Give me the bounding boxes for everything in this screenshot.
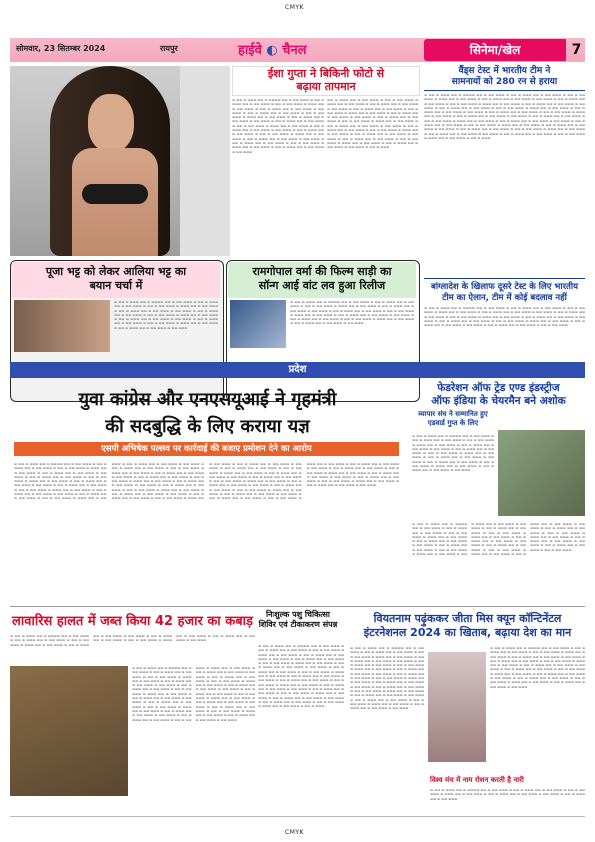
esha-headline-line2: बढ़ाया तापमान xyxy=(296,80,356,93)
kabaad-body: ▬ ▬▬ ▬ ▬▬▬ ▬▬ ▬ ▬▬▬▬ ▬▬ ▬ ▬▬ ▬▬▬ ▬ ▬▬ ▬ ▬▬▬ ▬▬ ▬ ▬▬ ▬▬▬ ▬ ▬▬ ▬ ▬▬ ▬▬▬ ▬ ▬▬▬ ▬▬ ▬ ▬▬ ▬▬▬ ▬ ▬▬ ▬ ▬▬▬ ▬▬ ▬ ▬▬ ▬▬▬ ▬ ▬▬ ▬▬▬ ▬ ▬▬ ▬ ▬▬▬ ▬▬ ▬ ▬▬ ▬▬▬ ▬ ▬▬ ▬ ▬▬ ▬▬▬ ▬ ▬▬▬ ▬▬ ▬ ▬▬ ▬▬▬ ▬ ▬▬ ▬ ▬▬▬ ▬▬ ▬ ▬▬ ▬▬▬ ▬ ▬▬ ▬▬▬ ▬ ▬▬ ▬ ▬▬▬ ▬▬ ▬ ▬▬ ▬▬▬ ▬ ▬▬ ▬ ▬▬ ▬▬▬ ▬ ▬▬▬ ▬▬ ▬ ▬▬ ▬▬▬ ▬ ▬▬ ▬ ▬▬▬ ▬▬ ▬ ▬▬ ▬▬▬ ▬ ▬▬ ▬▬▬ ▬ ▬▬ ▬ ▬▬▬ ▬▬ ▬ ▬▬ ▬▬▬ ▬ ▬▬ ▬ ▬▬ ▬▬▬ ▬ ▬▬▬ ▬▬ ▬ ▬▬ ▬▬▬ ▬ ▬▬ ▬ ▬▬▬ ▬▬ ▬ ▬▬ ▬▬▬ ▬ ▬▬ ▬▬▬ ▬ ▬▬ ▬ ▬▬▬ ▬▬ ▬ ▬▬ ▬▬▬ ▬ ▬▬ ▬ ▬▬ ▬▬▬ ▬ ▬▬▬ ▬▬ ▬ ▬▬ ▬▬▬ ▬ ▬▬ ▬ ▬▬▬ ▬▬ ▬ ▬▬ ▬▬▬ ▬ ▬▬ ▬▬▬ ▬ ▬▬ ▬ ▬▬▬ ▬▬ ▬ ▬▬ ▬▬▬ ▬ ▬▬ ▬ ▬▬ ▬▬▬ ▬ ▬▬▬ ▬▬ ▬ ▬▬ ▬▬▬ ▬ ▬▬ ▬ ▬▬▬ ▬▬ ▬ ▬▬ ▬▬▬ ▬ ▬▬ ▬▬▬ ▬ ▬▬ ▬ ▬▬▬ ▬▬ ▬ ▬▬ ▬▬▬ ▬ ▬▬ ▬ ▬▬ ▬▬▬ ▬ ▬▬▬ ▬▬ ▬ ▬▬ ▬▬▬ ▬ ▬▬ ▬ ▬▬▬ ▬▬ ▬ ▬▬ ▬▬▬ ▬ ▬▬ ▬▬▬ xyxy=(132,666,255,722)
logo-part-a: हाईवे xyxy=(238,43,262,58)
pageant-winner-photo xyxy=(428,652,486,762)
rgv-title-band xyxy=(228,262,416,298)
footer-rule xyxy=(10,816,585,817)
rgv-headline-line2: सॉन्ग आई वांट लव हुआ रिलीज xyxy=(258,279,386,292)
federation-body-1: ▬ ▬▬ ▬ ▬▬▬ ▬▬ ▬ ▬▬▬▬ ▬▬ ▬ ▬▬ ▬▬▬ ▬ ▬▬ ▬ ▬▬▬ ▬▬ ▬ ▬▬ ▬▬▬ ▬ ▬▬ ▬ ▬▬ ▬▬▬ ▬ ▬▬▬ ▬▬ ▬ ▬▬ ▬▬▬ ▬ ▬▬ ▬ ▬▬▬ ▬▬ ▬ ▬▬ ▬▬▬ ▬ ▬▬ ▬▬▬ ▬ ▬▬ ▬ ▬▬▬ ▬▬ ▬ ▬▬ ▬▬▬ ▬ ▬▬ ▬ ▬▬ ▬▬▬ ▬ ▬▬▬ ▬▬ ▬ ▬▬ ▬▬▬ ▬ ▬▬ ▬ ▬▬▬ ▬▬ ▬ ▬▬ ▬▬▬ ▬ ▬▬ ▬▬▬ ▬ ▬▬ ▬ ▬▬▬ ▬▬ ▬ ▬▬ ▬▬▬ ▬ ▬▬ ▬ ▬▬ ▬▬▬ ▬ ▬▬▬ ▬▬ ▬ ▬▬ ▬▬▬ ▬ ▬▬ ▬ ▬▬▬ ▬▬ ▬ ▬▬ ▬▬▬ ▬ ▬▬ ▬▬▬ xyxy=(412,434,494,473)
pageant-body-2: ▬ ▬▬ ▬ ▬▬▬ ▬▬ ▬ ▬▬▬▬ ▬▬ ▬ ▬▬ ▬▬▬ ▬ ▬▬ ▬ ▬▬▬ ▬▬ ▬ ▬▬ ▬▬▬ ▬ ▬▬ ▬ ▬▬ ▬▬▬ ▬ ▬▬▬ ▬▬ ▬ ▬▬ ▬▬▬ ▬ ▬▬ ▬ ▬▬▬ ▬▬ ▬ ▬▬ ▬▬▬ ▬ ▬▬ ▬▬▬ ▬ ▬▬ ▬ ▬▬▬ ▬▬ ▬ ▬▬ ▬▬▬ ▬ ▬▬ ▬ ▬▬ ▬▬▬ ▬ ▬▬▬ ▬▬ ▬ ▬▬ ▬▬▬ ▬ ▬▬ ▬ ▬▬▬ ▬▬ ▬ ▬▬ ▬▬▬ ▬ ▬▬ ▬▬▬ ▬ ▬▬ ▬ ▬▬▬ ▬▬ ▬ ▬▬ ▬▬▬ ▬ ▬▬ ▬ ▬▬ ▬▬▬ ▬ ▬▬▬ ▬▬ ▬ ▬▬ ▬▬▬ ▬ ▬▬ ▬ ▬▬▬ ▬▬ ▬ ▬▬ ▬▬▬ ▬ ▬▬ ▬▬▬ ▬ ▬▬ ▬ ▬▬▬ ▬▬ ▬ ▬▬ ▬▬▬ ▬ ▬▬ ▬ ▬▬ ▬▬▬ ▬ ▬▬▬ ▬▬ ▬ ▬▬ ▬▬▬ ▬ ▬▬ ▬ ▬▬▬ ▬▬ ▬ ▬▬ ▬▬▬ ▬ ▬▬ ▬▬▬ xyxy=(490,646,585,689)
page-number: 7 xyxy=(571,42,582,58)
yagya-headline xyxy=(10,386,405,440)
federation-headline-line2: ऑफ इंडिया के चेयरमैन बने अशोक xyxy=(431,395,566,407)
pooja-alia-photo xyxy=(14,300,110,352)
pageant-headline-line2: इंटरनेशनल 2024 का खिताब, बढ़ाया देश का मान xyxy=(363,626,572,639)
pageant-headline xyxy=(350,612,585,640)
esha-article-col1: ▬ ▬▬ ▬ ▬▬▬ ▬▬ ▬ ▬▬▬▬ ▬▬ ▬ ▬▬ ▬▬▬ ▬ ▬▬ ▬ ▬▬▬ ▬▬ ▬ ▬▬ ▬▬▬ ▬ ▬▬ ▬ ▬▬ ▬▬▬ ▬ ▬▬▬ ▬▬ ▬ ▬▬ ▬▬▬ ▬ ▬▬ ▬ ▬▬▬ ▬▬ ▬ ▬▬ ▬▬▬ ▬ ▬▬ ▬▬▬ ▬ ▬▬ ▬ ▬▬▬ ▬▬ ▬ ▬▬ ▬▬▬ ▬ ▬▬ ▬ ▬▬ ▬▬▬ ▬ ▬▬▬ ▬▬ ▬ ▬▬ ▬▬▬ ▬ ▬▬ ▬ ▬▬▬ ▬▬ ▬ ▬▬ ▬▬▬ ▬ ▬▬ ▬▬▬ ▬ ▬▬ ▬ ▬▬▬ ▬▬ ▬ ▬▬ ▬▬▬ ▬ ▬▬ ▬ ▬▬ ▬▬▬ ▬ ▬▬▬ ▬▬ ▬ ▬▬ ▬▬▬ ▬ ▬▬ ▬ ▬▬▬ ▬▬ ▬ ▬▬ ▬▬▬ ▬ ▬▬ ▬▬▬ ▬ ▬▬ ▬ ▬▬▬ ▬▬ ▬ ▬▬ ▬▬▬ ▬ ▬▬ ▬ ▬▬ ▬▬▬ ▬ ▬▬▬ ▬▬ ▬ ▬▬ ▬▬▬ ▬ ▬▬ ▬ ▬▬▬ ▬▬ ▬ ▬▬ ▬▬▬ ▬ ▬▬ ▬▬▬ ▬ ▬▬ ▬ ▬▬▬ ▬▬ ▬ ▬▬ ▬▬▬ ▬ ▬▬ ▬ ▬▬ ▬▬▬ ▬ ▬▬▬ ▬▬ ▬ ▬▬ ▬▬▬ ▬ ▬▬ ▬ ▬▬▬ ▬▬ ▬ ▬▬ ▬▬▬ ▬ ▬▬ ▬▬▬ xyxy=(232,98,324,154)
federation-photo xyxy=(498,430,585,516)
pageant-body-3: ▬ ▬▬ ▬ ▬▬▬ ▬▬ ▬ ▬▬▬▬ ▬▬ ▬ ▬▬ ▬▬▬ ▬ ▬▬ ▬ ▬▬▬ ▬▬ ▬ ▬▬ ▬▬▬ ▬ ▬▬ ▬ ▬▬ ▬▬▬ ▬ ▬▬▬ ▬▬ ▬ ▬▬ ▬▬▬ ▬ ▬▬ ▬ ▬▬▬ ▬▬ ▬ ▬▬ ▬▬▬ ▬ ▬▬ ▬▬▬ ▬ ▬▬ ▬ ▬▬▬ ▬▬ ▬ ▬▬ ▬▬▬ xyxy=(430,788,585,801)
pooja-article-body: ▬ ▬▬ ▬ ▬▬▬ ▬▬ ▬ ▬▬▬▬ ▬▬ ▬ ▬▬ ▬▬▬ ▬ ▬▬ ▬ ▬▬▬ ▬▬ ▬ ▬▬ ▬▬▬ ▬ ▬▬ ▬ ▬▬ ▬▬▬ ▬ ▬▬▬ ▬▬ ▬ ▬▬ ▬▬▬ ▬ ▬▬ ▬ ▬▬▬ ▬▬ ▬ ▬▬ ▬▬▬ ▬ ▬▬ ▬▬▬ ▬ ▬▬ ▬ ▬▬▬ ▬▬ ▬ ▬▬ ▬▬▬ ▬ ▬▬ ▬ ▬▬ ▬▬▬ ▬ ▬▬▬ ▬▬ ▬ ▬▬ ▬▬▬ ▬ ▬▬ ▬ ▬▬▬ ▬▬ ▬ ▬▬ ▬▬▬ ▬ ▬▬ ▬▬▬ ▬ ▬▬ ▬ ▬▬▬ ▬▬ ▬ ▬▬ ▬▬▬ ▬ ▬▬ ▬ ▬▬ ▬▬▬ ▬ ▬▬▬ ▬▬ ▬ ▬▬ ▬▬▬ ▬ ▬▬ ▬ ▬▬▬ ▬▬ ▬ ▬▬ ▬▬▬ ▬ ▬▬ ▬▬▬ xyxy=(114,300,218,330)
cmyk-mark-top: CMYK xyxy=(285,4,304,11)
cricket-body: ▬ ▬▬ ▬ ▬▬▬ ▬▬ ▬ ▬▬▬▬ ▬▬ ▬ ▬▬ ▬▬▬ ▬ ▬▬ ▬ ▬▬▬ ▬▬ ▬ ▬▬ ▬▬▬ ▬ ▬▬ ▬ ▬▬ ▬▬▬ ▬ ▬▬▬ ▬▬ ▬ ▬▬ ▬▬▬ ▬ ▬▬ ▬ ▬▬▬ ▬▬ ▬ ▬▬ ▬▬▬ ▬ ▬▬ ▬▬▬ ▬ ▬▬ ▬ ▬▬▬ ▬▬ ▬ ▬▬ ▬▬▬ ▬ ▬▬ ▬ ▬▬ ▬▬▬ ▬ ▬▬▬ ▬▬ ▬ ▬▬ ▬▬▬ ▬ ▬▬ ▬ ▬▬▬ ▬▬ ▬ ▬▬ ▬▬▬ ▬ ▬▬ ▬▬▬ ▬ ▬▬ ▬ ▬▬▬ ▬▬ ▬ ▬▬ ▬▬▬ ▬ ▬▬ ▬ ▬▬ ▬▬▬ ▬ ▬▬▬ ▬▬ ▬ ▬▬ ▬▬▬ ▬ ▬▬ ▬ ▬▬▬ ▬▬ ▬ ▬▬ ▬▬▬ ▬ ▬▬ ▬▬▬ ▬ ▬▬ ▬ ▬▬▬ ▬▬ ▬ ▬▬ ▬▬▬ ▬ ▬▬ ▬ ▬▬ ▬▬▬ ▬ ▬▬▬ ▬▬ ▬ ▬▬ ▬▬▬ ▬ ▬▬ ▬ ▬▬▬ ▬▬ ▬ ▬▬ ▬▬▬ ▬ ▬▬ ▬▬▬ ▬ ▬▬ ▬ ▬▬▬ ▬▬ ▬ ▬▬ ▬▬▬ ▬ ▬▬ ▬ ▬▬ ▬▬▬ ▬ ▬▬▬ ▬▬ ▬ ▬▬ ▬▬▬ ▬ ▬▬ ▬ ▬▬▬ ▬▬ ▬ ▬▬ ▬▬▬ ▬ ▬▬ ▬▬▬ ▬ ▬▬ ▬ ▬▬▬ ▬▬ ▬ ▬▬ ▬▬▬ ▬ ▬▬ ▬ ▬▬ ▬▬▬ ▬ ▬▬▬ ▬▬ ▬ ▬▬ ▬▬▬ ▬ ▬▬ ▬ ▬▬▬ ▬▬ ▬ ▬▬ ▬▬▬ ▬ ▬▬ ▬▬▬ ▬ ▬▬ ▬ ▬▬▬ ▬▬ ▬ ▬▬ ▬▬▬ ▬ ▬▬ ▬ ▬▬ ▬▬▬ ▬ ▬▬▬ ▬▬ ▬ ▬▬ ▬▬▬ ▬ ▬▬ ▬ ▬▬▬ ▬▬ ▬ ▬▬ ▬▬▬ ▬ ▬▬ ▬▬▬ ▬ ▬▬ ▬ ▬▬▬ ▬▬ ▬ ▬▬ ▬▬▬ ▬ ▬▬ ▬ ▬▬ ▬▬▬ ▬ ▬▬▬ ▬▬ ▬ ▬▬ ▬▬▬ ▬ ▬▬ ▬ ▬▬▬ xyxy=(424,93,585,140)
issue-date: सोमवार, 23 सितम्बर 2024 xyxy=(16,44,106,53)
rgv-headline-line1: रामगोपाल वर्मा की फिल्म साड़ी का xyxy=(252,265,392,278)
esha-headline-box xyxy=(232,66,420,96)
cricket-headline-line1: वैंड्स टेस्ट में भारतीय टीम ने xyxy=(458,66,551,76)
kabaad-body-top: ▬ ▬▬ ▬ ▬▬▬ ▬▬ ▬ ▬▬▬▬ ▬▬ ▬ ▬▬ ▬▬▬ ▬ ▬▬ ▬ ▬▬▬ ▬▬ ▬ ▬▬ ▬▬▬ ▬ ▬▬ ▬ ▬▬ ▬▬▬ ▬ ▬▬▬ ▬▬ ▬ ▬▬ ▬▬▬ ▬ ▬▬ ▬ ▬▬▬ ▬▬ ▬ ▬▬ ▬▬▬ ▬ ▬▬ ▬▬▬ ▬ ▬▬ ▬ ▬▬▬ ▬▬ ▬ ▬▬ ▬▬▬ ▬ ▬▬ ▬ ▬▬ ▬▬▬ ▬ ▬▬▬ ▬▬ ▬ ▬▬ ▬▬▬ ▬ ▬▬ ▬ ▬▬▬ ▬▬ ▬ ▬▬ ▬▬▬ ▬ ▬▬ ▬▬▬ xyxy=(10,634,255,647)
page-header xyxy=(10,38,585,62)
yagya-article-body: ▬ ▬▬ ▬ ▬▬▬ ▬▬ ▬ ▬▬▬▬ ▬▬ ▬ ▬▬ ▬▬▬ ▬ ▬▬ ▬ ▬▬▬ ▬▬ ▬ ▬▬ ▬▬▬ ▬ ▬▬ ▬ ▬▬ ▬▬▬ ▬ ▬▬▬ ▬▬ ▬ ▬▬ ▬▬▬ ▬ ▬▬ ▬ ▬▬▬ ▬▬ ▬ ▬▬ ▬▬▬ ▬ ▬▬ ▬▬▬ ▬ ▬▬ ▬ ▬▬▬ ▬▬ ▬ ▬▬ ▬▬▬ ▬ ▬▬ ▬ ▬▬ ▬▬▬ ▬ ▬▬▬ ▬▬ ▬ ▬▬ ▬▬▬ ▬ ▬▬ ▬ ▬▬▬ ▬▬ ▬ ▬▬ ▬▬▬ ▬ ▬▬ ▬▬▬ ▬ ▬▬ ▬ ▬▬▬ ▬▬ ▬ ▬▬ ▬▬▬ ▬ ▬▬ ▬ ▬▬ ▬▬▬ ▬ ▬▬▬ ▬▬ ▬ ▬▬ ▬▬▬ ▬ ▬▬ ▬ ▬▬▬ ▬▬ ▬ ▬▬ ▬▬▬ ▬ ▬▬ ▬▬▬ ▬ ▬▬ ▬ ▬▬▬ ▬▬ ▬ ▬▬ ▬▬▬ ▬ ▬▬ ▬ ▬▬ ▬▬▬ ▬ ▬▬▬ ▬▬ ▬ ▬▬ ▬▬▬ ▬ ▬▬ ▬ ▬▬▬ ▬▬ ▬ ▬▬ ▬▬▬ ▬ ▬▬ ▬▬▬ ▬ ▬▬ ▬ ▬▬▬ ▬▬ ▬ ▬▬ ▬▬▬ ▬ ▬▬ ▬ ▬▬ ▬▬▬ ▬ ▬▬▬ ▬▬ ▬ ▬▬ ▬▬▬ ▬ ▬▬ ▬ ▬▬▬ ▬▬ ▬ ▬▬ ▬▬▬ ▬ ▬▬ ▬▬▬ ▬ ▬▬ ▬ ▬▬▬ ▬▬ ▬ ▬▬ ▬▬▬ ▬ ▬▬ ▬ ▬▬ ▬▬▬ ▬ ▬▬▬ ▬▬ ▬ ▬▬ ▬▬▬ ▬ ▬▬ ▬ ▬▬▬ ▬▬ ▬ ▬▬ ▬▬▬ ▬ ▬▬ ▬▬▬ ▬ ▬▬ ▬ ▬▬▬ ▬▬ ▬ ▬▬ ▬▬▬ ▬ ▬▬ ▬ ▬▬ ▬▬▬ ▬ ▬▬▬ ▬▬ ▬ ▬▬ ▬▬▬ ▬ ▬▬ ▬ ▬▬▬ ▬▬ ▬ ▬▬ ▬▬▬ ▬ ▬▬ ▬▬▬ ▬ ▬▬ ▬ ▬▬▬ ▬▬ ▬ ▬▬ ▬▬▬ ▬ ▬▬ ▬ ▬▬ ▬▬▬ ▬ ▬▬▬ ▬▬ ▬ ▬▬ ▬▬▬ ▬ ▬▬ ▬ ▬▬▬ ▬▬ ▬ ▬▬ ▬▬▬ ▬ ▬▬ ▬▬▬ ▬ ▬▬ ▬ ▬▬▬ ▬▬ ▬ ▬▬ ▬▬▬ ▬ ▬▬ ▬ ▬▬ ▬▬▬ ▬ ▬▬▬ ▬▬ ▬ ▬▬ ▬▬▬ ▬ ▬▬ ▬ ▬▬▬ ▬▬ ▬ ▬▬ ▬▬▬ ▬ ▬▬ ▬▬▬ ▬ ▬▬ ▬ ▬▬▬ ▬▬ ▬ ▬▬ ▬▬▬ ▬ ▬▬ ▬ ▬▬ ▬▬▬ ▬ ▬▬▬ ▬▬ ▬ ▬▬ ▬▬▬ ▬ ▬▬ ▬ ▬▬▬ ▬▬ ▬ ▬▬ ▬▬▬ ▬ ▬▬ ▬▬▬ ▬ ▬▬ ▬ ▬▬▬ ▬▬ ▬ ▬▬ ▬▬▬ ▬ ▬▬ ▬ ▬▬ ▬▬▬ ▬ ▬▬▬ ▬▬ ▬ ▬▬ ▬▬▬ ▬ ▬▬ ▬ ▬▬▬ ▬▬ ▬ ▬▬ ▬▬▬ ▬ ▬▬ ▬▬▬ ▬ ▬▬ ▬ ▬▬▬ ▬▬ ▬ ▬▬ ▬▬▬ ▬ ▬▬ ▬ ▬▬ ▬▬▬ ▬ ▬▬▬ ▬▬ ▬ ▬▬ ▬▬▬ ▬ ▬▬ ▬ ▬▬▬ ▬▬ ▬ ▬▬ ▬▬▬ ▬ ▬▬ ▬▬▬ ▬ ▬▬ ▬ ▬▬▬ ▬▬ ▬ ▬▬ ▬▬▬ ▬ ▬▬ ▬ ▬▬ ▬▬▬ ▬ ▬▬▬ ▬▬ ▬ ▬▬ ▬▬▬ ▬ ▬▬ ▬ ▬▬▬ ▬▬ ▬ ▬▬ ▬▬▬ ▬ ▬▬ ▬▬▬ ▬ ▬▬ ▬ ▬▬▬ ▬▬ ▬ ▬▬ ▬▬▬ ▬ ▬▬ ▬ ▬▬ ▬▬▬ ▬ ▬▬▬ ▬▬ ▬ ▬▬ ▬▬▬ ▬ ▬▬ ▬ ▬▬▬ ▬▬ ▬ ▬▬ ▬▬▬ ▬ ▬▬ ▬▬▬ xyxy=(14,462,399,501)
kabaad-headline: लावारिस हालत में जब्त किया 42 हजार का कबाड़ xyxy=(12,614,253,629)
yagya-headline-line1: युवा कांग्रेस और एनएसयूआई ने गृहमंत्री xyxy=(78,389,337,410)
yagya-subhead-bar: एसपी अभिषेक पल्लव पर कार्रवाई की बजाए प्रमोशन देने का आरोप xyxy=(14,442,399,456)
cricket-headline-line2: सामनायों को 280 रन से हराया xyxy=(451,77,558,87)
vet-camp-headline: निःशुल्क पशु चिकित्सा शिविर एवं टीकाकरण संपन्न xyxy=(258,610,338,629)
section-label: सिनेमा/खेल xyxy=(424,39,566,61)
pooja-headline-line1: पूजा भट्ट को लेकर आलिया भट्ट का xyxy=(45,265,187,278)
pooja-headline-line2: बयान चर्चा में xyxy=(89,279,143,292)
logo-part-b: चैनल xyxy=(282,43,307,58)
section-band-pradesh: प्रदेश xyxy=(10,362,585,378)
saree-film-poster xyxy=(230,300,286,348)
actress-photo xyxy=(10,66,230,256)
pageant-subhead: विश्व मंच में नाम रोशन करती है नारी xyxy=(430,776,524,784)
pageant-body-1: ▬ ▬▬ ▬ ▬▬▬ ▬▬ ▬ ▬▬▬▬ ▬▬ ▬ ▬▬ ▬▬▬ ▬ ▬▬ ▬ ▬▬▬ ▬▬ ▬ ▬▬ ▬▬▬ ▬ ▬▬ ▬ ▬▬ ▬▬▬ ▬ ▬▬▬ ▬▬ ▬ ▬▬ ▬▬▬ ▬ ▬▬ ▬ ▬▬▬ ▬▬ ▬ ▬▬ ▬▬▬ ▬ ▬▬ ▬▬▬ ▬ ▬▬ ▬ ▬▬▬ ▬▬ ▬ ▬▬ ▬▬▬ ▬ ▬▬ ▬ ▬▬ ▬▬▬ ▬ ▬▬▬ ▬▬ ▬ ▬▬ ▬▬▬ ▬ ▬▬ ▬ ▬▬▬ ▬▬ ▬ ▬▬ ▬▬▬ ▬ ▬▬ ▬▬▬ ▬ ▬▬ ▬ ▬▬▬ ▬▬ ▬ ▬▬ ▬▬▬ ▬ ▬▬ ▬ ▬▬ ▬▬▬ ▬ ▬▬▬ ▬▬ ▬ ▬▬ ▬▬▬ ▬ ▬▬ ▬ ▬▬▬ ▬▬ ▬ ▬▬ ▬▬▬ ▬ ▬▬ ▬▬▬ ▬ ▬▬ ▬ ▬▬▬ ▬▬ ▬ ▬▬ ▬▬▬ ▬ ▬▬ ▬ ▬▬ ▬▬▬ ▬ ▬▬▬ ▬▬ ▬ ▬▬ ▬▬▬ ▬ ▬▬ ▬ ▬▬▬ ▬▬ ▬ ▬▬ ▬▬▬ ▬ ▬▬ ▬▬▬ ▬ ▬▬ ▬ ▬▬▬ ▬▬ ▬ ▬▬ ▬▬▬ ▬ ▬▬ ▬ ▬▬ ▬▬▬ ▬ ▬▬▬ ▬▬ ▬ ▬▬ ▬▬▬ ▬ ▬▬ ▬ ▬▬▬ ▬▬ ▬ ▬▬ ▬▬▬ ▬ ▬▬ ▬▬▬ xyxy=(350,646,424,711)
cricket-subheadline: बांग्लादेश के खिलाफ दूसरे टेस्ट के लिए भारतीय टीम का ऐलान, टीम में कोई बदलाव नहीं xyxy=(430,282,579,303)
pooja-title-band xyxy=(12,262,220,298)
federation-body-2: ▬ ▬▬ ▬ ▬▬▬ ▬▬ ▬ ▬▬▬▬ ▬▬ ▬ ▬▬ ▬▬▬ ▬ ▬▬ ▬ ▬▬▬ ▬▬ ▬ ▬▬ ▬▬▬ ▬ ▬▬ ▬ ▬▬ ▬▬▬ ▬ ▬▬▬ ▬▬ ▬ ▬▬ ▬▬▬ ▬ ▬▬ ▬ ▬▬▬ ▬▬ ▬ ▬▬ ▬▬▬ ▬ ▬▬ ▬▬▬ ▬ ▬▬ ▬ ▬▬▬ ▬▬ ▬ ▬▬ ▬▬▬ ▬ ▬▬ ▬ ▬▬ ▬▬▬ ▬ ▬▬▬ ▬▬ ▬ ▬▬ ▬▬▬ ▬ ▬▬ ▬ ▬▬▬ ▬▬ ▬ ▬▬ ▬▬▬ ▬ ▬▬ ▬▬▬ ▬ ▬▬ ▬ ▬▬▬ ▬▬ ▬ ▬▬ ▬▬▬ ▬ ▬▬ ▬ ▬▬ ▬▬▬ ▬ ▬▬▬ ▬▬ ▬ ▬▬ ▬▬▬ ▬ ▬▬ ▬ ▬▬▬ ▬▬ ▬ ▬▬ ▬▬▬ ▬ ▬▬ ▬▬▬ ▬ ▬▬ ▬ ▬▬▬ ▬▬ ▬ ▬▬ ▬▬▬ ▬ ▬▬ ▬ ▬▬ ▬▬▬ ▬ ▬▬▬ ▬▬ ▬ ▬▬ ▬▬▬ ▬ ▬▬ ▬ ▬▬▬ ▬▬ ▬ ▬▬ ▬▬▬ ▬ ▬▬ ▬▬▬ ▬ ▬▬ ▬ ▬▬▬ ▬▬ ▬ ▬▬ ▬▬▬ ▬ ▬▬ ▬ ▬▬ ▬▬▬ ▬ ▬▬▬ ▬▬ ▬ ▬▬ ▬▬▬ ▬ ▬▬ ▬ ▬▬▬ ▬▬ ▬ ▬▬ ▬▬▬ ▬ ▬▬ ▬▬▬ ▬ ▬▬ ▬ ▬▬▬ ▬▬ ▬ ▬▬ ▬▬▬ ▬ ▬▬ ▬ ▬▬ ▬▬▬ xyxy=(412,522,585,557)
newspaper-logo: हाईवे ◐ चैनल xyxy=(238,43,307,58)
federation-headline xyxy=(412,382,585,408)
cricket-article xyxy=(424,66,585,372)
issue-city: रायपुर xyxy=(160,44,178,53)
cmyk-mark-bottom: CMYK xyxy=(285,829,304,836)
federation-headline-line1: फेडरेशन ऑफ ट्रेड एण्ड इंडस्ट्रीज xyxy=(437,382,560,394)
federation-subhead: व्यापार संघ ने सम्मानित हुए एडवार्ड गुप्त के लिए xyxy=(418,410,488,427)
esha-headline-line1: ईशा गुप्ता ने बिकिनी फोटो से xyxy=(267,67,385,80)
esha-article-col2: ▬▬ ▬ ▬▬▬ ▬▬ ▬ ▬▬ ▬▬▬ ▬ ▬▬ ▬ ▬▬ ▬▬▬ ▬ ▬▬▬ ▬▬ ▬ ▬▬ ▬▬▬ ▬ ▬▬ ▬ ▬▬▬ ▬▬ ▬ ▬▬ ▬▬▬ ▬ ▬▬ ▬▬▬ ▬ ▬▬ ▬ ▬▬▬ ▬▬ ▬ ▬▬ ▬▬▬ ▬ ▬▬ ▬ ▬▬ ▬▬▬ ▬ ▬▬▬ ▬▬ ▬ ▬▬ ▬▬▬ ▬ ▬▬ ▬ ▬▬▬ ▬▬ ▬ ▬▬ ▬▬▬ ▬ ▬▬ ▬▬▬ ▬ ▬▬ ▬ ▬▬▬ ▬▬ ▬ ▬▬ ▬▬▬ ▬ ▬▬ ▬ ▬▬ ▬▬▬ ▬ ▬▬▬ ▬▬ ▬ ▬▬ ▬▬▬ ▬ ▬▬ ▬ ▬▬▬ ▬▬ ▬ ▬▬ ▬▬▬ ▬ ▬▬ ▬▬▬ ▬ ▬▬ ▬ ▬▬▬ ▬▬ ▬ ▬▬ ▬▬▬ ▬ ▬▬ ▬ ▬▬ ▬▬▬ ▬ ▬▬▬ ▬▬ ▬ ▬▬ ▬▬▬ ▬ ▬▬ ▬ ▬▬▬ ▬▬ ▬ ▬▬ ▬▬▬ ▬ ▬▬ ▬▬▬ ▬ ▬▬ ▬ ▬▬▬ ▬▬ ▬ ▬▬ ▬▬▬ ▬ ▬▬ ▬ ▬▬ ▬▬▬ ▬ ▬▬▬ ▬▬ ▬ ▬▬ ▬▬▬ ▬ ▬▬ ▬ ▬▬▬ ▬▬ ▬ ▬▬ ▬▬▬ ▬ ▬▬ ▬▬▬ ▬ ▬▬ ▬ ▬▬▬ xyxy=(327,98,418,150)
vet-camp-body: ▬ ▬▬ ▬ ▬▬▬ ▬▬ ▬ ▬▬▬▬ ▬▬ ▬ ▬▬ ▬▬▬ ▬ ▬▬ ▬ ▬▬▬ ▬▬ ▬ ▬▬ ▬▬▬ ▬ ▬▬ ▬ ▬▬ ▬▬▬ ▬ ▬▬▬ ▬▬ ▬ ▬▬ ▬▬▬ ▬ ▬▬ ▬ ▬▬▬ ▬▬ ▬ ▬▬ ▬▬▬ ▬ ▬▬ ▬▬▬ ▬ ▬▬ ▬ ▬▬▬ ▬▬ ▬ ▬▬ ▬▬▬ ▬ ▬▬ ▬ ▬▬ ▬▬▬ ▬ ▬▬▬ ▬▬ ▬ ▬▬ ▬▬▬ ▬ ▬▬ ▬ ▬▬▬ ▬▬ ▬ ▬▬ ▬▬▬ ▬ ▬▬ ▬▬▬ ▬ ▬▬ ▬ ▬▬▬ ▬▬ ▬ ▬▬ ▬▬▬ ▬ ▬▬ ▬ ▬▬ ▬▬▬ ▬ ▬▬▬ ▬▬ ▬ ▬▬ ▬▬▬ ▬ ▬▬ ▬ ▬▬▬ ▬▬ ▬ ▬▬ ▬▬▬ ▬ ▬▬ ▬▬▬ ▬ ▬▬ ▬ ▬▬▬ ▬▬ ▬ ▬▬ ▬▬▬ ▬ ▬▬ ▬ ▬▬ ▬▬▬ ▬ ▬▬▬ ▬▬ ▬ ▬▬ ▬▬▬ ▬ ▬▬ ▬ ▬▬▬ ▬▬ ▬ ▬▬ ▬▬▬ ▬ ▬▬ ▬▬▬ ▬ ▬▬ ▬ ▬▬▬ ▬▬ ▬ ▬▬ ▬▬▬ ▬ ▬▬ ▬ ▬▬ ▬▬▬ ▬ ▬▬▬ ▬▬ ▬ ▬▬ ▬▬▬ ▬ ▬▬ ▬ ▬▬▬ ▬▬ ▬ ▬▬ ▬▬▬ ▬ ▬▬ ▬▬▬ ▬ ▬▬ ▬ ▬▬▬ ▬▬ ▬ ▬▬ ▬▬▬ ▬ ▬▬ ▬ ▬▬ ▬▬▬ ▬ ▬▬▬ ▬▬ ▬ ▬▬ ▬▬▬ ▬ ▬▬ ▬ ▬▬▬ xyxy=(258,644,344,709)
rgv-article-body: ▬ ▬▬ ▬ ▬▬▬ ▬▬ ▬ ▬▬▬▬ ▬▬ ▬ ▬▬ ▬▬▬ ▬ ▬▬ ▬ ▬▬▬ ▬▬ ▬ ▬▬ ▬▬▬ ▬ ▬▬ ▬ ▬▬ ▬▬▬ ▬ ▬▬▬ ▬▬ ▬ ▬▬ ▬▬▬ ▬ ▬▬ ▬ ▬▬▬ ▬▬ ▬ ▬▬ ▬▬▬ ▬ ▬▬ ▬▬▬ ▬ ▬▬ ▬ ▬▬▬ ▬▬ ▬ ▬▬ ▬▬▬ ▬ ▬▬ ▬ ▬▬ ▬▬▬ ▬ ▬▬▬ ▬▬ ▬ ▬▬ ▬▬▬ ▬ ▬▬ ▬ ▬▬▬ ▬▬ ▬ ▬▬ ▬▬▬ ▬ ▬▬ ▬▬▬ ▬ ▬▬ ▬ ▬▬▬ ▬▬ ▬ ▬▬ ▬▬▬ ▬ ▬▬ ▬ ▬▬ ▬▬▬ ▬ ▬▬▬ ▬▬ ▬ ▬▬ ▬▬▬ ▬ ▬▬ ▬ ▬▬▬ ▬▬ ▬ ▬▬ ▬▬▬ ▬ ▬▬ ▬▬▬ xyxy=(290,300,414,326)
yagya-headline-line2: की सदबुद्धि के लिए कराया यज्ञ xyxy=(105,416,310,437)
cricket-body-2: ▬ ▬▬ ▬ ▬▬▬ ▬▬ ▬ ▬▬▬▬ ▬▬ ▬ ▬▬ ▬▬▬ ▬ ▬▬ ▬ ▬▬▬ ▬▬ ▬ ▬▬ ▬▬▬ ▬ ▬▬ ▬ ▬▬ ▬▬▬ ▬ ▬▬▬ ▬▬ ▬ ▬▬ ▬▬▬ ▬ ▬▬ ▬ ▬▬▬ ▬▬ ▬ ▬▬ ▬▬▬ ▬ ▬▬ ▬▬▬ ▬ ▬▬ ▬ ▬▬▬ ▬▬ ▬ ▬▬ ▬▬▬ ▬ ▬▬ ▬ ▬▬ ▬▬▬ ▬ ▬▬▬ ▬▬ ▬ ▬▬ ▬▬▬ ▬ ▬▬ ▬ ▬▬▬ ▬▬ ▬ ▬▬ ▬▬▬ ▬ ▬▬ ▬▬▬ ▬ ▬▬ ▬ ▬▬▬ ▬▬ ▬ ▬▬ ▬▬▬ ▬ ▬▬ ▬ ▬▬ ▬▬▬ ▬ ▬▬▬ ▬▬ ▬ ▬▬ ▬▬▬ ▬ ▬▬ ▬ ▬▬▬ ▬▬ ▬ ▬▬ ▬▬▬ ▬ ▬▬ ▬▬▬ ▬ ▬▬ ▬ ▬▬▬ ▬▬ ▬ ▬▬ ▬▬▬ ▬ ▬▬ ▬ ▬▬ ▬▬▬ xyxy=(424,306,585,328)
seized-scrap-photo xyxy=(10,666,128,796)
pageant-headline-line1: वियतनाम पढ़ुंककर जीता मिस क्यून कॉन्टिनेंटल xyxy=(373,612,562,625)
